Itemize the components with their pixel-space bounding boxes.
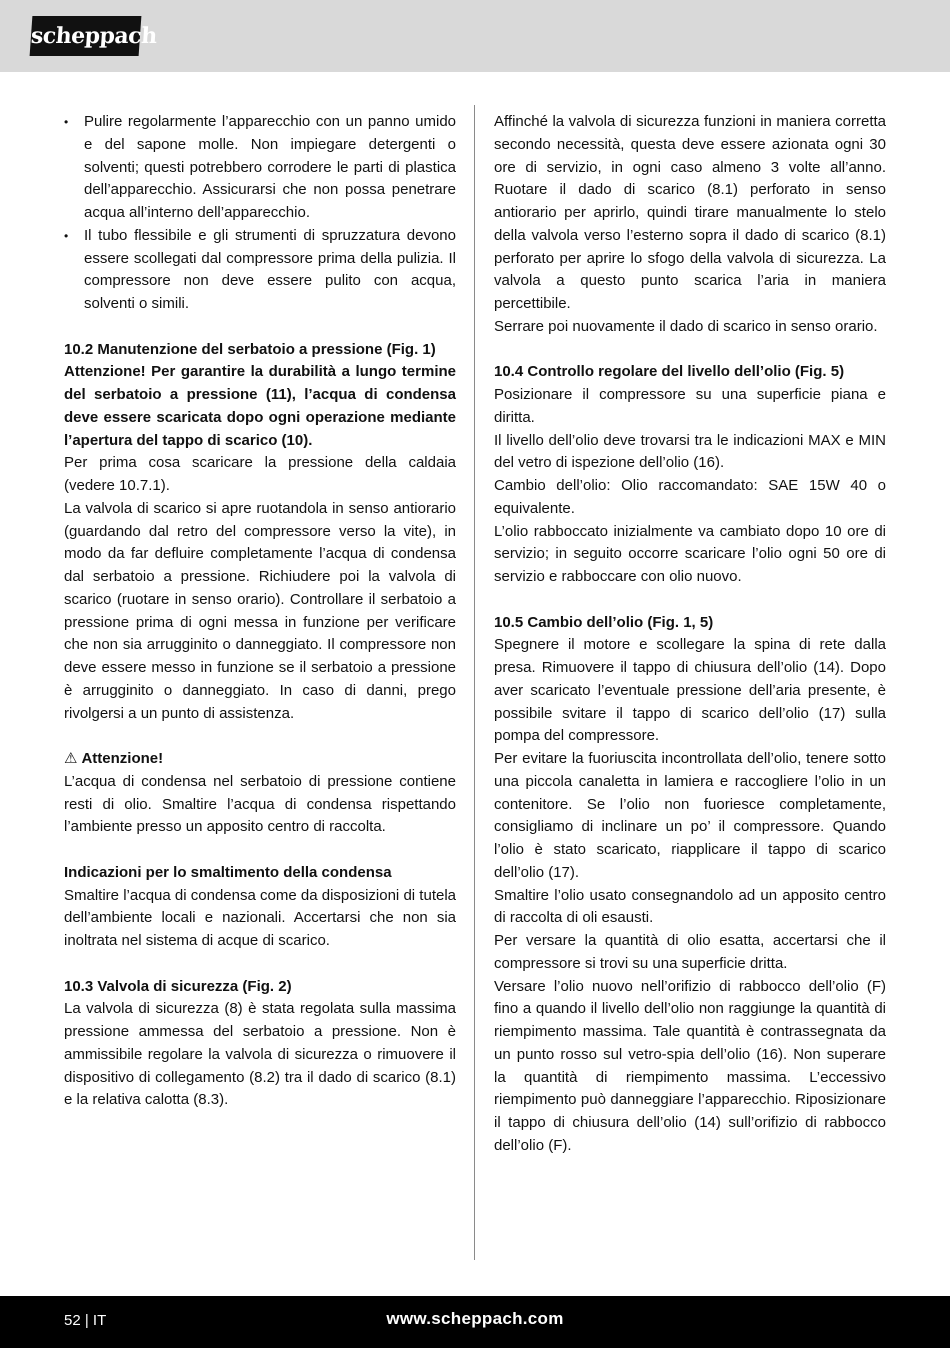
section-10-5-paragraph: Per evitare la fuoriuscita incontrollata dell’olio, tenere sotto una piccola canaletta in lamiera e raccogliere l’olio in un contenitore. Se l’olio non fuoriesce completamente, consigliamo di inclinare un po’ il compressore. Quando l’olio è stato scaricato, riapplicare il tappo di scarico dell’olio (17). xyxy=(494,750,886,881)
section-10-5-paragraph: Spegnere il motore e scollegare la spina di rete dalla presa. Rimuovere il tappo di chiusura dell’olio (14). Dopo aver scaricato l’eventuale pressione dell’aria presente, è possibile svitare il tappo di scarico dell’olio (17) sulla pompa del compressore. xyxy=(494,636,886,745)
section-10-3-close-instruction: Serrare poi nuovamente il dado di scarico in senso orario. xyxy=(494,317,878,335)
section-10-5-paragraph: Per versare la quantità di olio esatta, accertarsi che il compressore si trovi su una superficie dritta. xyxy=(494,932,886,972)
attention-heading: ⚠ Attenzione! xyxy=(64,748,456,771)
list-item: • Il tubo flessibile e gli strumenti di spruzzatura devono essere scollegati dal compressore prima della pulizia. Il compressore non deve essere pulito con acqua, solventi o simili. xyxy=(64,225,456,316)
section-10-5-paragraph: Versare l’olio nuovo nell’orifizio di rabbocco dell’olio (F) fino a quando il livello dell’olio non raggiunge la quantità di riempimento massima. Tale quantità è contrassegnata da un punto rosso sul vetro-spia dell’olio (16). Non superare la quantità di riempimento massima. L’eccessivo riempimento può danneggiare l’apparecchio. Riposizionare il tappo di chiusura dell’olio (14) sull’orifizio di rabbocco dell’olio (F). xyxy=(494,977,886,1154)
section-10-2-heading: 10.2 Manutenzione del serbatoio a pressione (Fig. 1) xyxy=(64,340,436,358)
right-column xyxy=(494,111,886,1158)
list-item: • Pulire regolarmente l’apparecchio con un panno umido e del sapone molle. Non impiegare detergenti o solventi; questi potrebbero corrodere le parti di plastica dell’apparecchio. Assicurarsi che non possa penetrare acqua all’interno dell’apparecchio. xyxy=(64,111,456,225)
page-header-bar xyxy=(0,0,950,72)
section-10-5-paragraph: Smaltire l’olio usato consegnandolo ad un apposito centro di raccolta di oli esausti. xyxy=(494,886,886,927)
brand-logo: scheppach xyxy=(30,16,142,56)
warning-triangle-icon: ⚠ xyxy=(64,750,78,767)
section-10-5-heading: 10.5 Cambio dell’olio (Fig. 1, 5) xyxy=(494,613,714,631)
disposal-heading: Indicazioni per lo smaltimento della condensa xyxy=(64,863,392,881)
section-10-3-heading: 10.3 Valvola di sicurezza (Fig. 2) xyxy=(64,977,292,995)
section-10-2-paragraph: Per prima cosa scaricare la pressione della caldaia (vedere 10.7.1). xyxy=(64,454,456,494)
attention-text: L’acqua di condensa nel serbatoio di pressione contiene resti di olio. Smaltire l’acqua di condensa rispettando l’ambiente presso un apposito centro di raccolta. xyxy=(64,772,456,836)
column-divider xyxy=(474,105,475,1260)
section-10-2-warning: Attenzione! Per garantire la durabilità a lungo termine del serbatoio a pressione (11), l’acqua di condensa deve essere scaricata dopo ogni operazione mediante l’apertura del tappo di scarico (10). xyxy=(64,363,456,449)
section-10-4-paragraph: Cambio dell’olio: Olio raccomandato: SAE 15W 40 o equivalente. xyxy=(494,477,886,517)
section-10-3-continued: Affinché la valvola di sicurezza funzioni in maniera corretta secondo necessità, questa deve essere azionata ogni 30 ore di servizio, in ogni caso almeno 3 volte all’anno. Ruotare il dado di scarico (8.1) perforato in senso antiorario per aprirlo, quindi tirare manualmente lo stelo della valvola verso l’esterno sopra il dado di scarico (8.1) perforato per aprire lo sfogo della valvola di sicurezza. La valvola a questo punto scarica l’aria in maniera percettibile. xyxy=(494,113,886,312)
disposal-text: Smaltire l’acqua di condensa come da disposizioni di tutela dell’ambiente locali e nazionali. Accertarsi che non sia inoltrata nel sistema di acque di scarico. xyxy=(64,886,456,949)
section-10-4-paragraph: Il livello dell’olio deve trovarsi tra le indicazioni MAX e MIN del vetro di ispezione dell’olio (16). xyxy=(494,431,886,472)
section-10-4-heading: 10.4 Controllo regolare del livello dell’olio (Fig. 5) xyxy=(494,363,845,381)
left-column xyxy=(64,111,456,1112)
section-10-2-paragraph: La valvola di scarico si apre ruotandola in senso antiorario (guardando dal retro del compressore verso la vite), in modo da far defluire completamente l’acqua di condensa dal serbatoio a pressione. Richiudere poi la valvola di scarico (ruotare in senso orario). Controllare il serbatoio a pressione prima di ogni messa in funzione per verificare che non sia arrugginito o danneggiato. Il compressore non deve essere messo in funzione se il serbatoio a pressione è arrugginito o danneggiato. In caso di danni, prego rivolgersi a un punto di assistenza. xyxy=(64,499,456,722)
cleaning-bullet-list xyxy=(64,111,456,316)
page-number: 52 | IT xyxy=(64,1312,107,1329)
section-10-4-paragraph: L’olio rabboccato inizialmente va cambiato dopo 10 ore di servizio; in seguito occorre scaricare l’olio ogni 50 ore di servizio e rabboccare con olio nuovo. xyxy=(494,522,886,585)
page-footer-bar xyxy=(0,1296,950,1348)
section-10-4-paragraph: Posizionare il compressore su una superficie piana e diritta. xyxy=(494,386,886,426)
section-10-3-paragraph: La valvola di sicurezza (8) è stata regolata sulla massima pressione ammessa del serbatoio a pressione. Non è ammissibile regolare la valvola di sicurezza o rimuovere il dispositivo di collegamento (8.2) tra il dado di scarico (8.1) e la relativa calotta (8.3). xyxy=(64,1000,456,1109)
website-link[interactable]: www.scheppach.com xyxy=(386,1309,564,1328)
